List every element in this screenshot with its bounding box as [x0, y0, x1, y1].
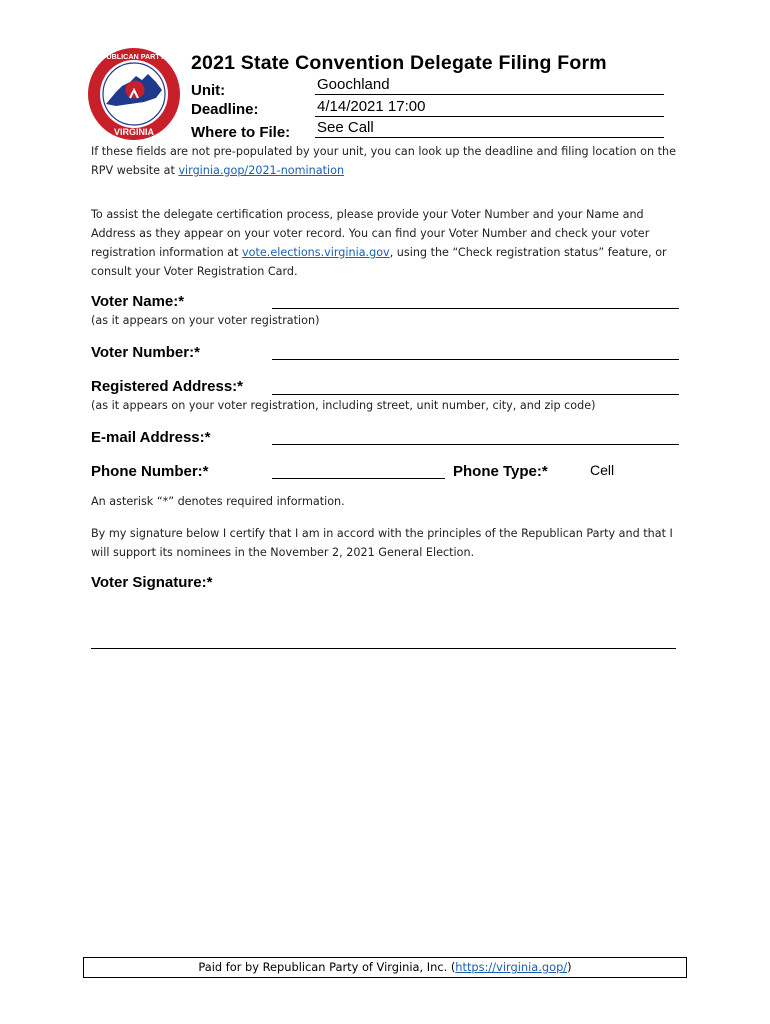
email-label: E-mail Address:*: [91, 429, 211, 446]
signature-line[interactable]: [91, 647, 676, 649]
unit-label: Unit:: [191, 82, 226, 99]
phone-type-select[interactable]: Cell: [590, 462, 615, 478]
assist-paragraph: [91, 205, 691, 281]
voter-name-label: Voter Name:*: [91, 293, 185, 310]
deadline-label: Deadline:: [191, 101, 259, 118]
voter-name-input[interactable]: [272, 307, 679, 309]
assist-text-after: , using the “Check registration status” feature, or consult your Voter Registration Card.: [91, 246, 667, 278]
svg-text:REPUBLICAN PARTY OF: REPUBLICAN PARTY OF: [91, 52, 177, 61]
phone-number-label: Phone Number:*: [91, 463, 209, 480]
svg-text:VIRGINIA: VIRGINIA: [113, 127, 155, 137]
deadline-field[interactable]: 4/14/2021 17:00: [315, 98, 664, 117]
rpv-logo: [86, 46, 182, 142]
elections-link[interactable]: vote.elections.virginia.gov: [242, 246, 390, 259]
where-to-file-label: Where to File:: [191, 124, 291, 141]
footer-close: ): [567, 960, 572, 974]
phone-number-input[interactable]: [272, 477, 445, 479]
certification-text: By my signature below I certify that I am in accord with the principles of the Republican Party and that I will support its nominees in the November 2, 2021 General Election.: [91, 527, 673, 559]
assist-text-before: To assist the delegate certification process, please provide your Voter Number and your Name and Address as they appear on your voter record. You can find your Voter Number and check your voter registration information at: [91, 208, 650, 259]
nomination-link[interactable]: virginia.gop/2021-nomination: [178, 164, 345, 177]
registered-address-note: (as it appears on your voter registration, including street, unit number, city, and zip code): [91, 399, 596, 412]
registered-address-label: Registered Address:*: [91, 378, 243, 395]
asterisk-note: An asterisk “*” denotes required information.: [91, 495, 345, 508]
voter-number-input[interactable]: [272, 358, 679, 360]
unit-field[interactable]: Goochland: [315, 76, 664, 95]
phone-type-label: Phone Type:*: [453, 463, 548, 480]
intro-paragraph: [91, 142, 691, 180]
footer-link[interactable]: https://virginia.gop/: [455, 960, 568, 974]
voter-signature-label: Voter Signature:*: [91, 574, 213, 591]
voter-name-note: (as it appears on your voter registration): [91, 314, 320, 327]
voter-number-label: Voter Number:*: [91, 344, 200, 361]
email-input[interactable]: [272, 443, 679, 445]
where-to-file-field[interactable]: See Call: [315, 119, 664, 138]
footer-text: Paid for by Republican Party of Virginia, Inc. (: [198, 960, 456, 974]
form-title: 2021 State Convention Delegate Filing Form: [191, 52, 607, 74]
intro-text: If these fields are not pre-populated by your unit, you can look up the deadline and filing location on the RPV website at: [91, 145, 677, 177]
registered-address-input[interactable]: [272, 393, 679, 395]
paid-for-footer: [83, 957, 687, 978]
